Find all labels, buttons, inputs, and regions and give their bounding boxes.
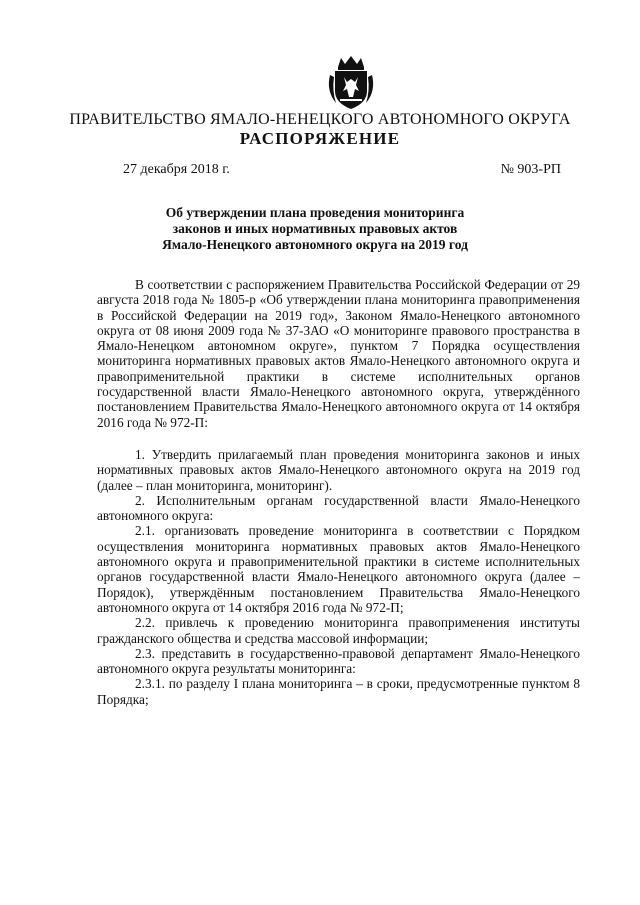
preamble-paragraph: В соответствии с распоряжением Правительства Российской Федерации от 29 августа 2018 года № 1805-р «Об утверждении плана мониторинга правоприменения в Российской Федерации на 2019 год», Законом Ямало-Ненецкого автономного округа от 08 июня 2009 года № 37-ЗАО «О мониторинге правового пространства в Ямало-Ненецком автономном округе», пунктом 7 Порядка осуществления мониторинга нормативных правовых актов Ямало-Ненецкого автономного округа и правоприменительной практики в системе исполнительных органов государственной власти Ямало-Ненецкого автономного округа, утверждённого постановлением Правительства Ямало-Ненецкого автономного округа от 14 октября 2016 года № 972-П:: [97, 277, 580, 430]
title-line: законов и иных нормативных правовых актов: [172, 221, 458, 236]
title-line: Об утверждении плана проведения мониторинга: [165, 205, 465, 220]
item-1: 1. Утвердить прилагаемый план проведения мониторинга законов и иных нормативных правовых актов Ямало-Ненецкого автономного округа на 2019 год (далее – план мониторинга, мониторинг).: [97, 446, 580, 493]
title-line: Ямало-Ненецкого автономного округа на 2019 год: [162, 237, 468, 252]
government-name: ПРАВИТЕЛЬСТВО ЯМАЛО-НЕНЕЦКОГО АВТОНОМНОГО ОКРУГА: [69, 111, 571, 128]
document-date: 27 декабря 2018 г.: [123, 162, 230, 177]
item-2-2: 2.2. привлечь к проведению мониторинга правоприменения институты гражданского общества и средства массовой информации;: [97, 615, 580, 646]
item-2: 2. Исполнительным органам государственной власти Ямало-Ненецкого автономного округа:: [97, 492, 580, 524]
coat-of-arms-icon: [324, 55, 378, 111]
item-2-3-1: 2.3.1. по разделу I плана мониторинга – в сроки, предусмотренные пунктом 8 Порядка;: [97, 676, 580, 707]
document-type: РАСПОРЯЖЕНИЕ: [239, 129, 401, 148]
document-number: № 903-РП: [500, 162, 561, 177]
document-title: [100, 205, 530, 253]
item-2-1: 2.1. организовать проведение мониторинга в соответствии с Порядком осуществления мониторинга нормативных правовых актов Ямало-Ненецкого автономного округа и правоприменительной практики в системе исполнительных органов государственной власти Ямало-Ненецкого автономного округа (далее – Порядок), утверждённым постановлением Правительства Ямало-Ненецкого автономного округа от 14 октября 2016 года № 972-П;: [97, 523, 580, 615]
document-body: [97, 277, 580, 707]
item-2-3: 2.3. представить в государственно-правовой департамент Ямало-Ненецкого автономного округа результаты мониторинга:: [97, 645, 580, 677]
